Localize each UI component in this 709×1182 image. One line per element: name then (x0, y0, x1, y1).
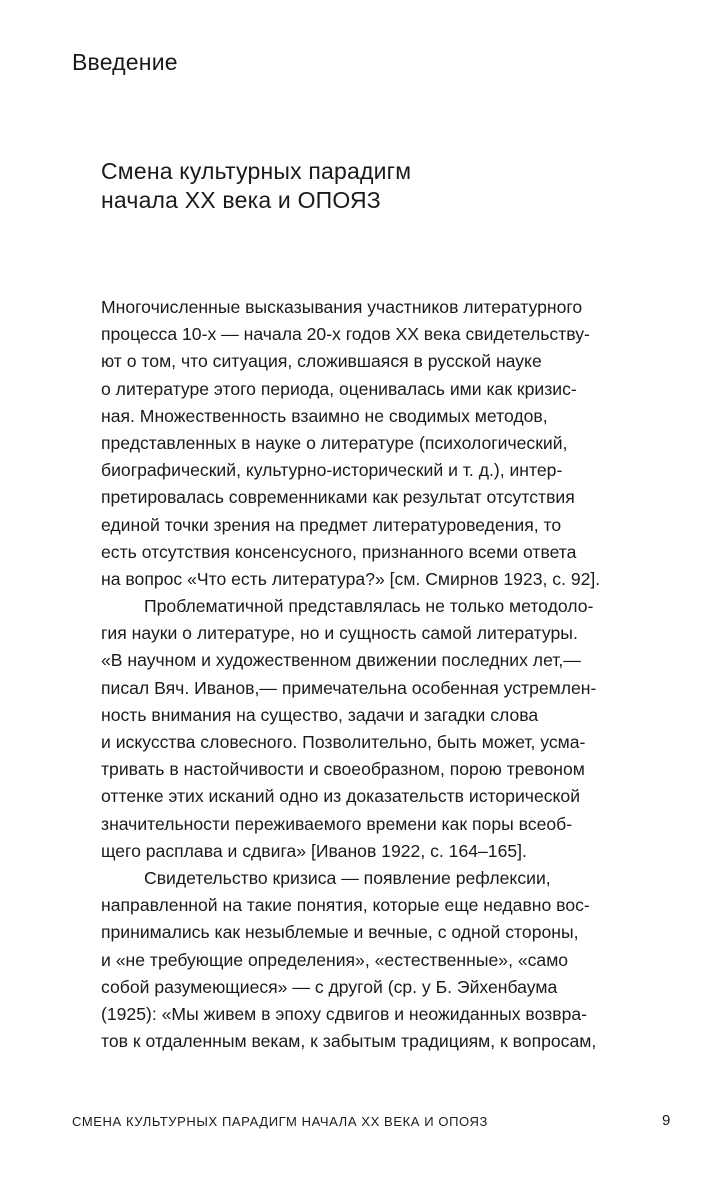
body-line: ность внимания на существо, задачи и загадки слова (101, 704, 539, 725)
body-line: направленной на такие понятия, которые еще недавно вос- (101, 895, 590, 916)
body-line: процесса 10-х — начала 20-х годов XX века свидетельству- (101, 324, 590, 345)
section-heading: Введение (72, 49, 178, 75)
body-line: единой точки зрения на предмет литературоведения, то (101, 514, 562, 535)
body-line: тривать в настойчивости и своеобразном, порою тревоном (101, 759, 585, 780)
chapter-title (101, 157, 411, 215)
body-line: писал Вяч. Иванов,— примечательна особенная устремлен- (101, 677, 597, 698)
body-line: Многочисленные высказывания участников литературного (101, 297, 583, 317)
body-line: тов к отдаленным векам, к забытым традициям, к вопросам, (101, 1031, 597, 1052)
body-text (101, 294, 661, 1055)
running-footer-title: СМЕНА КУЛЬТУРНЫХ ПАРАДИГМ НАЧАЛА XX ВЕКА И ОПОЯЗ (72, 1114, 488, 1129)
body-line: претировалась современниками как результат отсутствия (101, 487, 575, 508)
page-number: 9 (662, 1112, 671, 1129)
body-line: щего расплава и сдвига» [Иванов 1922, с. 164–165]. (101, 840, 527, 861)
body-line: «В научном и художественном движении последних лет,— (101, 650, 581, 671)
body-line: и искусства словесного. Позволительно, быть может, усма- (101, 732, 586, 752)
body-line: представленных в науке о литературе (психологический, (101, 432, 568, 453)
body-line-indented: Свидетельство кризиса — появление рефлексии, (144, 867, 551, 888)
body-line: ют о том, что ситуация, сложившаяся в русской науке (101, 351, 542, 372)
body-line: и «не требующие определения», «естественные», «само (101, 949, 569, 970)
chapter-title-line-1: Смена культурных парадигм (101, 158, 412, 184)
body-line: значительности переживаемого времени как поры всеоб- (101, 813, 573, 834)
body-line: ная. Множественность взаимно не сводимых методов, (101, 405, 548, 426)
body-line: на вопрос «Что есть литература?» [см. Смирнов 1923, с. 92]. (101, 568, 601, 589)
body-line-indented: Проблематичной представлялась не только методоло- (144, 596, 594, 617)
chapter-title-line-2: начала XX века и ОПОЯЗ (101, 187, 381, 213)
body-line: принимались как незыблемые и вечные, с одной стороны, (101, 922, 579, 943)
body-line: о литературе этого периода, оценивалась ими как кризис- (101, 378, 577, 399)
body-line: есть отсутствия консенсусного, признанного всеми ответа (101, 541, 577, 562)
body-line: биографический, культурно-исторический и т. д.), интер- (101, 460, 563, 481)
body-line: гия науки о литературе, но и сущность самой литературы. (101, 623, 578, 644)
body-line: (1925): «Мы живем в эпоху сдвигов и неожиданных возвра- (101, 1003, 588, 1024)
body-line: собой разумеющиеся» — с другой (ср. у Б. Эйхенбаума (101, 976, 558, 997)
body-line: оттенке этих исканий одно из доказательств исторической (101, 786, 581, 807)
